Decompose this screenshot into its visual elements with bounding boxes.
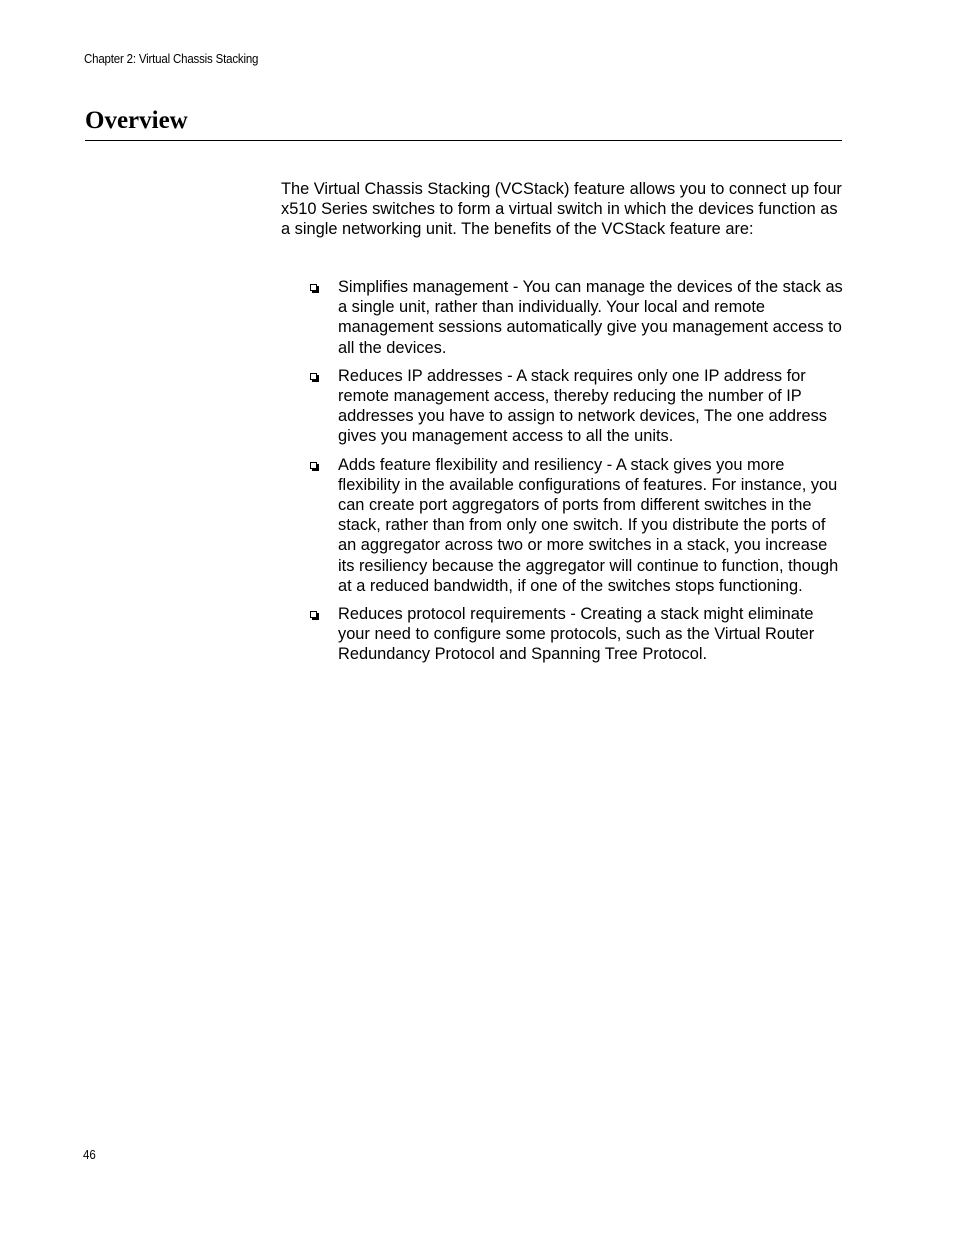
checkbox-bullet-icon (310, 373, 317, 380)
list-item (310, 366, 845, 447)
intro-paragraph: The Virtual Chassis Stacking (VCStack) feature allows you to connect up four x510 Series switches to form a virtual switch in which the devices function as a single networking unit. The benefits of the VCStack feature are: (281, 180, 842, 239)
checkbox-bullet-icon (310, 284, 317, 291)
benefit-text: Simplifies management - You can manage the devices of the stack as a single unit, rather than individually. Your local and remote management sessions automatically give you management access to all the devices. (338, 278, 843, 357)
benefit-text: Adds feature flexibility and resiliency - A stack gives you more flexibility in the available configurations of features. For instance, you can create port aggregators of ports from different switches in the stack, rather than from only one switch. If you distribute the ports of an aggregator across two or more switches in a stack, you increase its resiliency because the aggregator will continue to function, though at a reduced bandwidth, if one of the switches stops functioning. (338, 455, 839, 595)
title-rule (85, 140, 842, 141)
checkbox-bullet-icon (310, 462, 317, 469)
list-item (310, 277, 845, 358)
benefit-text: Reduces IP addresses - A stack requires only one IP address for remote management access, thereby reducing the number of IP addresses you have to assign to network devices, The one address gives you management access to all the units. (338, 366, 827, 446)
running-header: Chapter 2: Virtual Chassis Stacking (84, 52, 259, 66)
page-number: 46 (83, 1148, 96, 1162)
list-item (310, 455, 845, 596)
benefits-list (310, 277, 845, 673)
benefit-text: Reduces protocol requirements - Creating a stack might eliminate your need to configure some protocols, such as the Virtual Router Redundancy Protocol and Spanning Tree Protocol. (338, 605, 815, 664)
section-title: Overview (85, 107, 188, 134)
checkbox-bullet-icon (310, 611, 317, 618)
list-item (310, 604, 845, 665)
